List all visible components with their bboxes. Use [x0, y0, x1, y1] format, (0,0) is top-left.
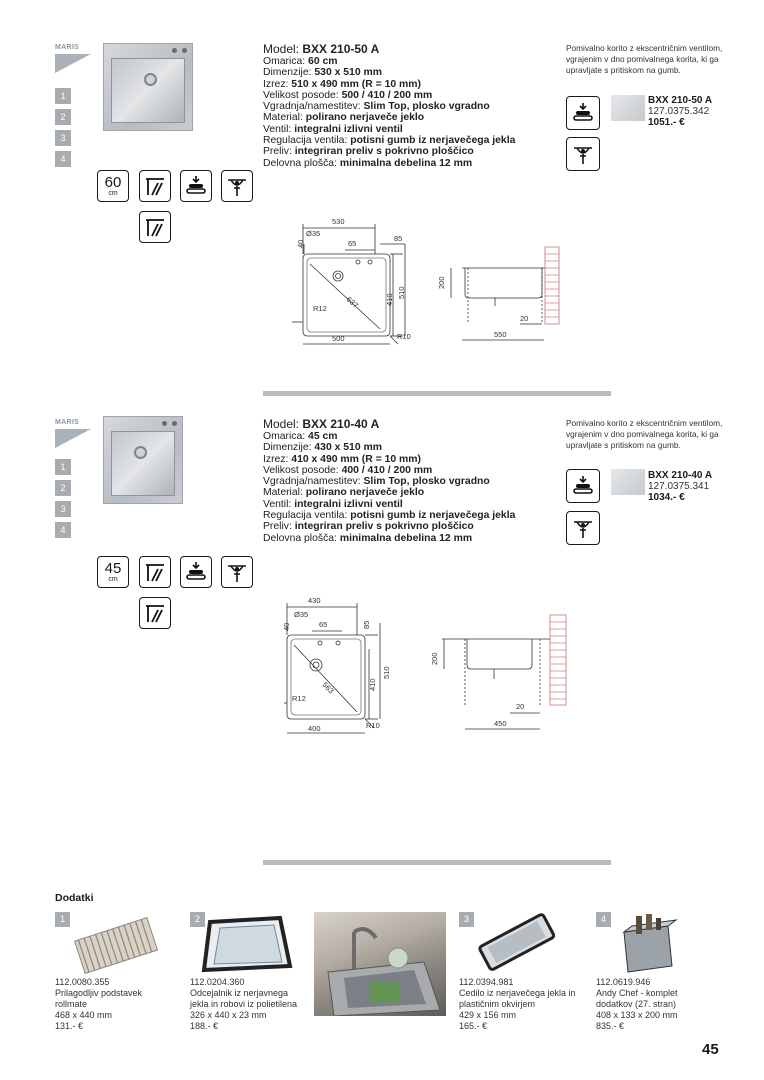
variant-thumbnail [611, 95, 645, 121]
cabinet-size-number: 60 [104, 174, 122, 191]
spec-line: Regulacija ventila: potisni gumb iz nerjavečega jekla [263, 510, 516, 522]
accessory-number: 1 [55, 912, 70, 927]
spec-line: Velikost posode: 400 / 410 / 200 mm [263, 464, 433, 476]
spec-line: Omarica: 60 cm [263, 56, 338, 67]
kitchen-photo [314, 912, 446, 1016]
product-note: Pomivalno korito z ekscentričnim ventilom, vgrajenim v dno pomivalnega korita, ki ga upravljate s pritiskom na gumb. [566, 43, 723, 75]
spec-line: Regulacija ventila: potisni gumb iz nerjavečega jekla [263, 135, 516, 147]
dim-40: 40 [296, 239, 305, 248]
accessory-description: 112.0080.355 Prilagodljiv podstavek rollmate 468 x 440 mm 131.- € [55, 977, 143, 1031]
dim-510: 510 [397, 286, 406, 299]
variant-price: 1034.- € [648, 492, 685, 503]
sink-photo [103, 416, 183, 504]
flush-mount-icon [139, 556, 171, 588]
accessory-description: 112.0394.981 Cedilo iz nerjavečega jekla in plastičnim okvirjem 429 x 156 mm 165.- € [459, 977, 576, 1031]
accessory-number: 3 [459, 912, 474, 927]
dim-410: 410 [385, 293, 394, 306]
spec-line: Ventil: integralni izlivni ventil [263, 498, 403, 510]
dim-hole: Ø35 [294, 610, 309, 619]
accessory-number: 2 [190, 912, 205, 927]
dim-85: 85 [362, 620, 371, 629]
accessory-price: 131.- € [55, 1021, 84, 1031]
accessory-price: 188.- € [190, 1021, 219, 1031]
side-number: 2 [55, 480, 71, 496]
push-button-valve-icon [566, 469, 600, 503]
cabinet-size-badge [97, 556, 129, 588]
dim-65: 65 [348, 239, 357, 248]
variant-code: 127.0375.341 [648, 481, 710, 492]
push-button-valve-icon [180, 170, 212, 202]
accessory-code: 112.0080.355 [55, 977, 110, 987]
side-number: 4 [55, 522, 71, 538]
undermount-icon [139, 597, 171, 629]
dim-r10: R10 [366, 721, 380, 730]
dim-bottom: 400 [308, 724, 321, 733]
drain-valve-icon [221, 556, 253, 588]
accessory-image [190, 912, 302, 974]
spec-line: Material: polirano nerjaveče jeklo [263, 112, 425, 124]
side-number: 1 [55, 88, 71, 104]
spec-line: Dimenzije: 430 x 510 mm [263, 442, 382, 454]
cabinet-size-badge [97, 170, 129, 202]
push-button-valve-icon [566, 96, 600, 130]
spec-line: Ventil: integralni izlivni ventil [263, 123, 403, 135]
spec-line: Delovna plošča: minimalna debelina 12 mm [263, 532, 473, 544]
variant-name: BXX 210-40 A [648, 470, 713, 481]
accessory-code: 112.0394.981 [459, 977, 514, 987]
model-line: Model: BXX 210-40 A [263, 417, 380, 431]
dim-width: 430 [308, 596, 321, 605]
cabinet-size-unit: cm [108, 190, 118, 197]
model-line: Model: BXX 210-50 A [263, 42, 380, 56]
side-number: 1 [55, 459, 71, 475]
spec-line: Omarica: 45 cm [263, 431, 338, 442]
brand-triangle [55, 54, 91, 73]
dim-side-20: 20 [516, 702, 525, 711]
dim-85: 85 [394, 234, 403, 243]
push-button-valve-icon [180, 556, 212, 588]
accessory-image [596, 912, 708, 974]
dim-diag: 563 [320, 680, 336, 696]
dim-r12: R12 [292, 694, 306, 703]
spec-line: Preliv: integriran preliv s pokrivno ploščico [263, 146, 474, 158]
section-divider [263, 860, 611, 865]
page-number: 45 [702, 1041, 719, 1058]
flush-mount-icon [139, 170, 171, 202]
dim-40: 40 [282, 622, 291, 631]
technical-drawing [272, 593, 582, 738]
dim-side-width: 550 [494, 330, 507, 339]
spec-line: Material: polirano nerjaveče jeklo [263, 487, 425, 499]
variant-price: 1051.- € [648, 117, 685, 128]
accessories-title: Dodatki [55, 892, 94, 904]
cabinet-size-number: 45 [104, 560, 122, 577]
dim-65: 65 [319, 620, 328, 629]
section-divider [263, 391, 611, 396]
side-number: 4 [55, 151, 71, 167]
spec-line: Velikost posode: 500 / 410 / 200 mm [263, 89, 433, 101]
dim-r10: R10 [397, 332, 411, 341]
dim-bottom: 500 [332, 334, 345, 343]
spec-block [263, 43, 515, 169]
dim-side-200: 200 [430, 652, 439, 665]
dim-side-width: 450 [494, 719, 507, 728]
side-number: 2 [55, 109, 71, 125]
drain-valve-icon [566, 511, 600, 545]
dim-side-200: 200 [437, 276, 446, 289]
accessory-price: 835.- € [596, 1021, 625, 1031]
variant-name: BXX 210-50 A [648, 95, 713, 106]
accessory-description: 112.0204.360 Odcejalnik iz nerjavnega jekla in robovi iz polietilena 326 x 440 x 23 mm 188.- € [190, 977, 298, 1031]
side-number: 3 [55, 501, 71, 517]
spec-line: Vgradnja/namestitev: Slim Top, plosko vgradno [263, 101, 490, 113]
accessory-image [459, 912, 571, 974]
spec-line: Vgradnja/namestitev: Slim Top, plosko vgradno [263, 476, 490, 488]
sink-photo [103, 43, 193, 131]
drain-valve-icon [221, 170, 253, 202]
dim-diag: 637 [344, 294, 360, 310]
accessory-code: 112.0204.360 [190, 977, 245, 987]
variant-thumbnail [611, 469, 645, 495]
spec-line: Preliv: integriran preliv s pokrivno ploščico [263, 521, 474, 533]
dim-410: 410 [368, 678, 377, 691]
accessory-number: 4 [596, 912, 611, 927]
dim-510: 510 [382, 666, 391, 679]
drain-valve-icon [566, 137, 600, 171]
cabinet-size-unit: cm [108, 576, 118, 583]
brand-label: MARIS [55, 44, 80, 51]
variant-info [648, 95, 712, 128]
spec-block [263, 418, 515, 544]
accessory-code: 112.0619.946 [596, 977, 651, 987]
accessory-price: 165.- € [459, 1021, 488, 1031]
brand-label: MARIS [55, 419, 80, 426]
variant-info [648, 470, 712, 503]
dim-r12: R12 [313, 304, 327, 313]
accessory-image [55, 912, 167, 974]
undermount-icon [139, 211, 171, 243]
side-number: 3 [55, 130, 71, 146]
spec-line: Dimenzije: 530 x 510 mm [263, 67, 382, 79]
technical-drawing [280, 214, 580, 349]
accessory-description: 112.0619.946 Andy Chef - komplet dodatkov (27. stran) 408 x 133 x 200 mm 835.- € [596, 977, 678, 1031]
brand-triangle [55, 429, 91, 448]
variant-code: 127.0375.342 [648, 106, 710, 117]
product-note: Pomivalno korito z ekscentričnim ventilom, vgrajenim v dno pomivalnega korita, ki ga upravljate s pritiskom na gumb. [566, 418, 723, 450]
dim-side-20: 20 [520, 314, 529, 323]
spec-line: Delovna plošča: minimalna debelina 12 mm [263, 157, 473, 169]
dim-width: 530 [332, 217, 345, 226]
spec-line: Izrez: 510 x 490 mm (R = 10 mm) [263, 78, 421, 90]
dim-hole: Ø35 [306, 229, 321, 238]
spec-line: Izrez: 410 x 490 mm (R = 10 mm) [263, 453, 421, 465]
